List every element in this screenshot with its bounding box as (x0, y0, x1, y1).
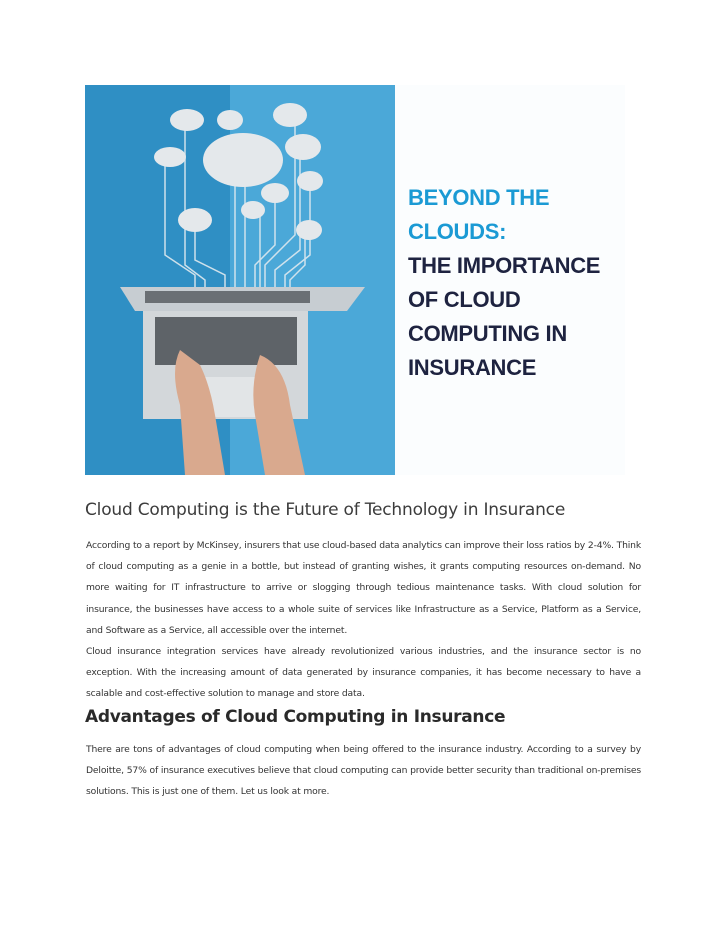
hero-title-line: INSURANCE (408, 355, 537, 380)
section-heading: Cloud Computing is the Future of Technology in Insurance (85, 500, 566, 520)
hero-title-line: COMPUTING IN (408, 321, 567, 346)
hero-title (408, 181, 600, 385)
paragraph: According to a report by McKinsey, insurers that use cloud-based data analytics can improve their loss ratios by 2-4%. Think of cloud computing as a genie in a bottle, but instead of granting wishes, it grants computing resources on-demand. No more waiting for IT infrastructure to arrive or slogging through tedious maintenance tasks. With cloud solution for insurance, the businesses have access to a whole suite of services like Infrastructure as a Service, Platform as a Service, and Software as a Service, all accessible over the internet. (86, 540, 641, 636)
paragraph: Cloud insurance integration services have already revolutionized various industries, and the insurance sector is no exception. With the increasing amount of data generated by insurance companies, it has become necessary to have a scalable and cost-effective solution to manage and store data. (86, 646, 641, 700)
hero-title-line: THE IMPORTANCE (408, 253, 601, 278)
hero-title-line: CLOUDS: (408, 219, 507, 244)
section-heading: Advantages of Cloud Computing in Insurance (85, 707, 506, 727)
hero-title-line: OF CLOUD (408, 287, 521, 312)
paragraph: There are tons of advantages of cloud computing when being offered to the insurance industry. According to a survey by Deloitte, 57% of insurance executives believe that cloud computing can provide better security than traditional on-premises solutions. This is just one of them. Let us look at more. (86, 744, 641, 798)
cloud-laptop-illustration (85, 85, 395, 475)
hero-banner (85, 85, 625, 475)
hero-title-line: BEYOND THE (408, 185, 550, 210)
